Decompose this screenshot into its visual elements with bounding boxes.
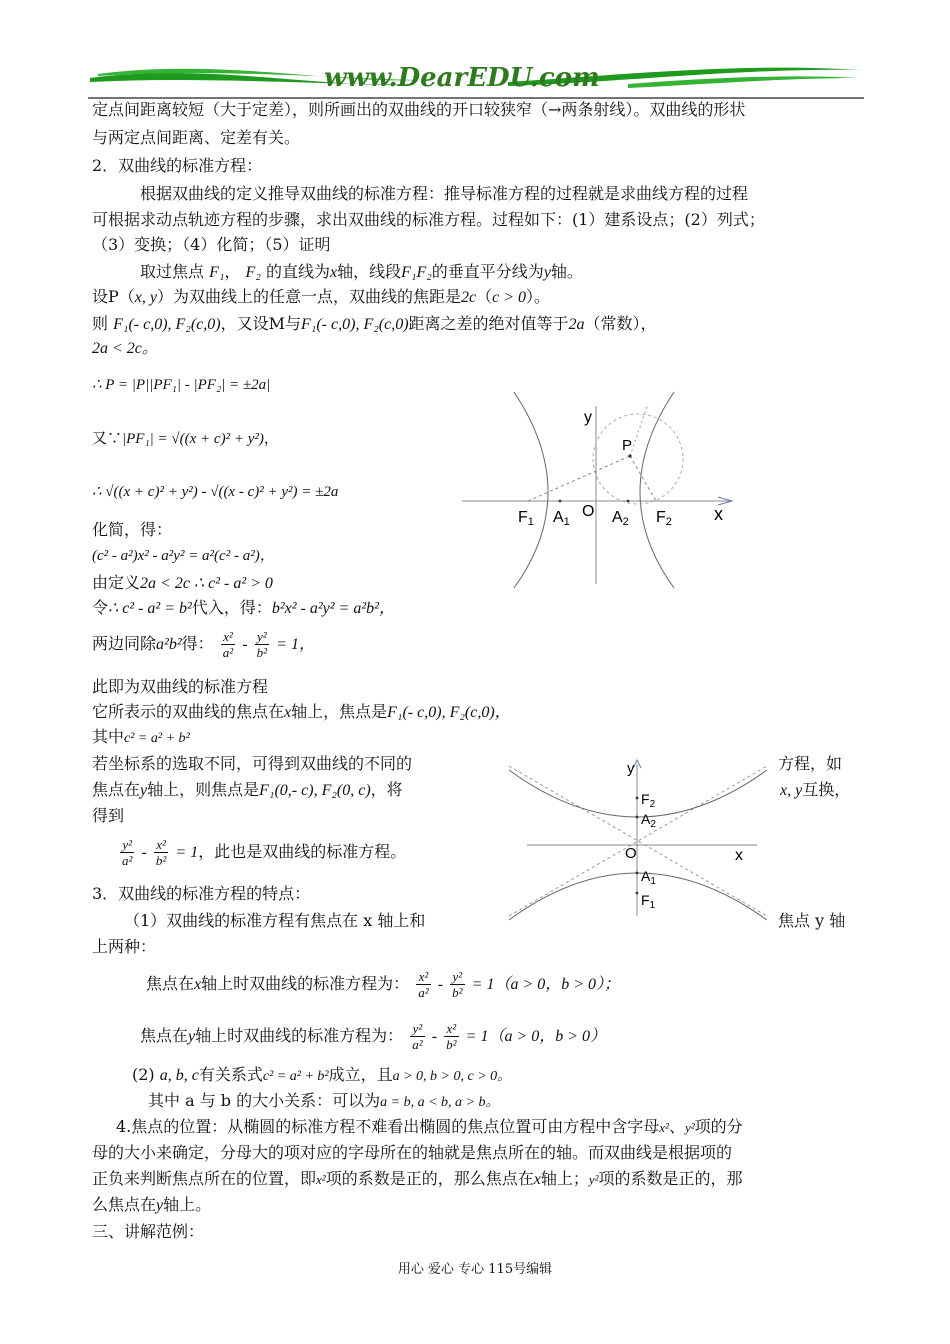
- fig2-x-label: x: [735, 847, 743, 864]
- eq-p: ∴ P = |P||PF₁| - |PF₂| = ±2a|: [92, 377, 271, 393]
- sec4-line3: 正负来判断焦点所在的位置，即x²项的系数是正的，那么焦点在x轴上；y²项的系数是正的，那: [92, 1169, 743, 1188]
- fig1-O-label: O: [582, 503, 595, 520]
- fig2-A2-label: $A_2$: [641, 811, 656, 830]
- simp-label: 化简，得：: [92, 520, 173, 539]
- sec3-xaxis: 焦点在x轴上时双曲线的标准方程为： $\frac{\text{x²}}{\text{a²}}$ - $\frac{\text{y²}}{\text{b²}}$ = 1（a > 0，b > 0）；: [146, 969, 621, 1000]
- sec2-line2: 可根据求动点轨迹方程的步骤，求出双曲线的标准方程。过程如下：(1）建系设点；(2）列式；: [92, 210, 765, 229]
- para1-line2: 与两定点间距离、定差有关。: [92, 128, 301, 147]
- fig1-P-label: P: [622, 437, 633, 454]
- sec2-line1: 根据双曲线的定义推导双曲线的标准方程：推导标准方程的过程就是求曲线方程的过程: [140, 184, 749, 203]
- fig1-F2-label: F2: [656, 509, 672, 528]
- sec2-line4: 取过焦点 F₁， F₂ 的直线为x轴，线段F₁F₂的垂直平分线为y轴。: [140, 262, 583, 281]
- coord-left3: 得到: [92, 806, 125, 825]
- logo-text: www.DearEDU.com: [324, 63, 600, 93]
- div-line: 两边同除a²b²得： $\frac{\text{x²}}{\text{a²}}$ - $\frac{\text{y²}}{\text{b²}}$ = 1，: [92, 629, 315, 660]
- frac-y2-b2: $\frac{\text{y²}}{\text{b²}}$: [256, 629, 268, 660]
- coord-left2: 焦点在y轴上，则焦点是F₁(0,- c), F₂(0, c)，将: [92, 780, 403, 799]
- frac-y-axis-2: $\frac{\text{x²}}{\text{b²}}$: [446, 1021, 457, 1052]
- para1-line1: 定点间距离较短（大于定差），则所画出的双曲线的开口较狭窄（→两条射线）。双曲线的形状: [92, 100, 746, 119]
- sec2-line5: 设P（x, y）为双曲线上的任意一点，双曲线的焦距是2c（c > 0）。: [92, 287, 551, 306]
- figure-hyperbola-y: [505, 756, 777, 926]
- example-heading: 三、讲解范例：: [92, 1222, 205, 1241]
- frac-x-axis-2: $\frac{\text{y²}}{\text{b²}}$: [452, 969, 463, 1000]
- fig1-y-label: y: [584, 409, 592, 426]
- sec4-line1: 4.焦点的位置：从椭圆的标准方程不难看出椭圆的焦点位置可由方程中含字母x²、y²项的分: [116, 1117, 743, 1136]
- def-line: 由定义2a < 2c ∴ c² - a² > 0: [92, 573, 273, 592]
- math-F2: F₂: [245, 264, 261, 281]
- fig2-O-label: O: [625, 845, 637, 862]
- simp-eq: (c² - a²)x² - a²y² = a²(c² - a²)，: [92, 548, 275, 564]
- sec2-heading: 2．双曲线的标准方程：: [92, 156, 263, 175]
- coord-right1: 方程，如: [778, 754, 843, 773]
- frac-x2-b2: $\frac{\text{x²}}{\text{b²}}$: [155, 837, 167, 868]
- math-F1: F₁: [209, 264, 225, 281]
- eq-pf1: 又∵|PF₁| = √((x + c)² + y²)，: [92, 429, 279, 447]
- sec3-p1-right: 焦点 y 轴: [778, 911, 846, 930]
- coord-right2: x, y互换，: [780, 780, 851, 799]
- sec4-line4: 么焦点在y轴上。: [92, 1195, 212, 1214]
- fig1-x-label: x: [714, 504, 723, 524]
- sec3-heading: 3．双曲线的标准方程的特点：: [92, 884, 311, 903]
- eq-diff: ∴ √((x + c)² + y²) - √((x - c)² + y²) = ±2a: [92, 484, 339, 500]
- frac-x-axis-1: $\frac{\text{x²}}{\text{a²}}$: [418, 969, 429, 1000]
- foci-line: 它所表示的双曲线的焦点在x轴上，焦点是F₁(- c,0), F₂(c,0)，: [92, 702, 511, 721]
- fig2-A1-label: $A_1$: [641, 868, 656, 887]
- fig2-y-label: y: [627, 760, 635, 777]
- page-footer: 用心 爱心 专心 115号编辑: [397, 1262, 553, 1277]
- frac-y2-a2: $\frac{\text{y²}}{\text{a²}}$: [122, 837, 133, 868]
- std-label: 此即为双曲线的标准方程: [92, 677, 269, 696]
- fig1-A2-label: A2: [612, 509, 629, 528]
- sec3-yaxis: 焦点在y轴上时双曲线的标准方程为： $\frac{\text{y²}}{\text{a²}}$ - $\frac{\text{x²}}{\text{b²}}$ = 1（a > 0，b > 0）: [140, 1021, 607, 1052]
- sec4-line2: 母的大小来确定，分母大的项对应的字母所在的轴就是焦点所在的轴。而双曲线是根据项的: [92, 1143, 733, 1162]
- header-logo: [88, 56, 864, 104]
- frac-x2-a2: $\frac{\text{x²}}{\text{a²}}$: [222, 629, 234, 660]
- sec2-line6: 则 F₁(- c,0), F₂(c,0)，又设M与F₁(- c,0), F₂(c,0)距离之差的绝对值等于2a（常数），: [92, 314, 657, 333]
- fig1-A1-label: A1: [553, 509, 570, 528]
- figure-hyperbola-x: [460, 384, 740, 590]
- fig2-F2-label: $F_2$: [641, 791, 656, 810]
- sec3-p1-left2: 上两种：: [92, 937, 157, 956]
- coord-left1: 若坐标系的选取不同，可得到双曲线的不同的: [92, 754, 413, 773]
- sec2-ineq: 2a < 2c。: [92, 340, 158, 357]
- frac-y-axis-1: $\frac{\text{y²}}{\text{a²}}$: [412, 1021, 423, 1052]
- let-line: 令∴ c² - a² = b²代入，得：b²x² - a²y² = a²b²，: [92, 598, 395, 617]
- where-line: 其中c² = a² + b²: [92, 727, 190, 746]
- coord-left4: $\frac{\text{y²}}{\text{a²}}$ - $\frac{\text{x²}}{\text{b²}}$ = 1，此也是双曲线的标准方程。: [122, 837, 407, 868]
- fig1-F1-label: F1: [518, 509, 534, 528]
- sec2-line3: （3）变换；（4）化简；（5）证明: [92, 235, 331, 254]
- fig2-F1-label: $F_1$: [641, 892, 656, 911]
- sec3-p3: 其中 a 与 b 的大小关系：可以为a = b, a < b, a > b。: [148, 1091, 500, 1110]
- sec3-p1-left: （1）双曲线的标准方程有焦点在 x 轴上和: [124, 911, 426, 930]
- sec3-p2: (2) a, b, c有关系式c² = a² + b²成立，且a > 0, b > 0, c > 0。: [132, 1065, 512, 1084]
